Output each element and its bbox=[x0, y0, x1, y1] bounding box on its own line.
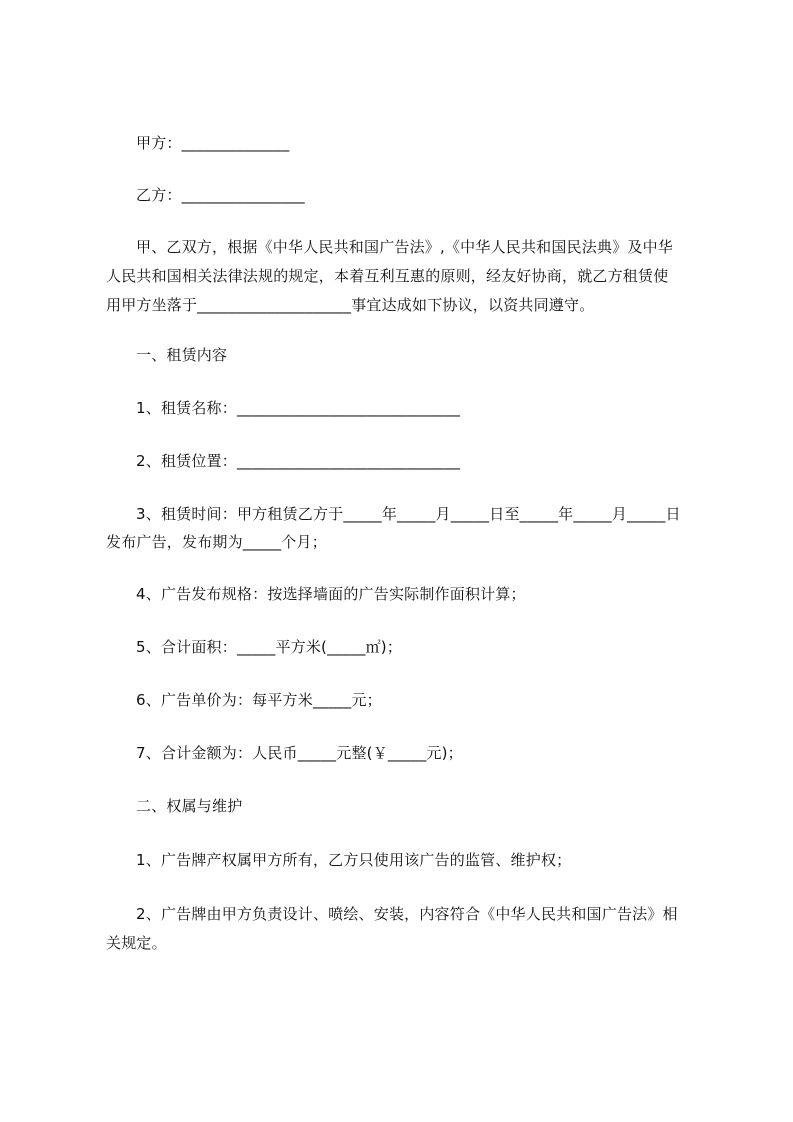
ad-spec-item: 4、广告发布规格：按选择墙面的广告实际制作面积计算； bbox=[136, 585, 526, 603]
total-amount-item: 7、合计金额为：人民币_____元整(￥_____元)； bbox=[136, 744, 463, 762]
section-1-heading: 一、租赁内容 bbox=[136, 346, 228, 364]
design-install-line-2: 关规定。 bbox=[106, 934, 167, 952]
lease-period-line-2: 发布广告，发布期为_____个月； bbox=[106, 533, 327, 551]
party-b-line: 乙方：________________ bbox=[136, 186, 305, 204]
intro-line-3: 用甲方坐落于____________________事宜达成如下协议，以资共同遵守。 bbox=[106, 296, 595, 314]
total-area-item: 5、合计面积：_____平方米(_____㎡)； bbox=[136, 638, 403, 656]
ownership-item: 1、广告牌产权属甲方所有，乙方只使用该广告的监管、维护权； bbox=[136, 851, 572, 869]
unit-price-item: 6、广告单价为：每平方米_____元； bbox=[136, 691, 382, 709]
section-2-heading: 二、权属与维护 bbox=[136, 797, 243, 815]
lease-location-item: 2、租赁位置：_____________________________ bbox=[136, 452, 461, 470]
party-a-line: 甲方：______________ bbox=[136, 134, 290, 152]
lease-period-line-1: 3、租赁时间：甲方租赁乙方于_____年_____月_____日至_____年_____月_____日 bbox=[136, 505, 681, 523]
lease-name-item: 1、租赁名称：_____________________________ bbox=[136, 399, 461, 417]
intro-line-1: 甲、乙双方，根据《中华人民共和国广告法》,《中华人民共和国民法典》及中华 bbox=[136, 238, 673, 256]
intro-line-2: 人民共和国相关法律法规的规定，本着互利互惠的原则，经友好协商，就乙方租赁使 bbox=[106, 267, 669, 285]
design-install-line-1: 2、广告牌由甲方负责设计、喷绘、安装，内容符合《中华人民共和国广告法》相 bbox=[136, 905, 678, 923]
